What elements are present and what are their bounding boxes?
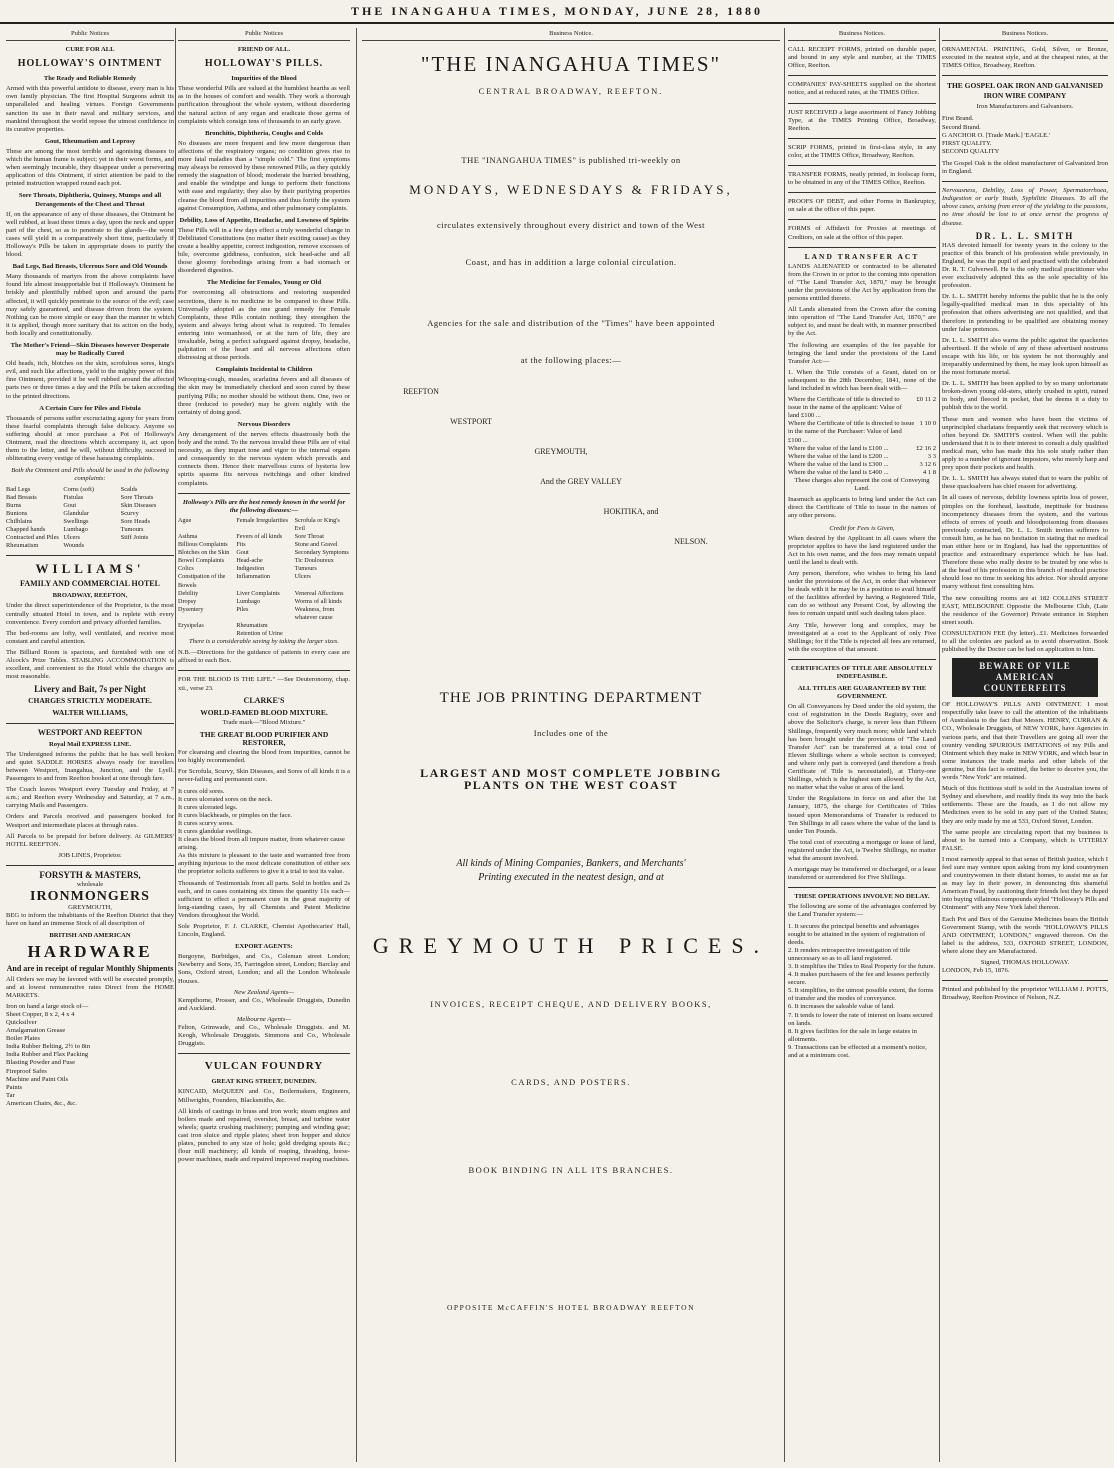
notice-text: at the following places:— bbox=[520, 355, 622, 366]
act-text: When desired by the Applicant in all cases where the proprietor applies to have the land registered under the Act in his own name, and the fees may remain unpaid until the land is dealt with. bbox=[788, 534, 936, 566]
act-text: All Lands alienated from the Crown after the coming into operation of "The Land Transfer Act, 1870," are subject to, and must be dealt with, in manner prescribed by the Act. bbox=[788, 306, 936, 338]
list-item: It cures scurvy sores. bbox=[178, 819, 234, 827]
hardware-heading: HARDWARE bbox=[27, 942, 153, 962]
dept-heading: THE JOB PRINTING DEPARTMENT bbox=[439, 690, 703, 707]
ad-text: These are among the most terrible and agonising diseases to which the human frame is subject; yet in their worst forms, and when seemingly incurable, they disappear under a persevering application of this Ointment, if strict attention be paid to the printed instruction wrapped round each pot. bbox=[6, 147, 174, 188]
agency-place: And the GREY VALLEY bbox=[540, 477, 622, 487]
list-item: Piles bbox=[236, 605, 249, 613]
list-item: Fits bbox=[236, 541, 246, 549]
stock-heading: Iron on hand a large stock of— bbox=[6, 1002, 89, 1010]
ad-subheading: Gout, Rheumatism and Leprosy bbox=[44, 137, 136, 145]
column-header: Public Notices bbox=[178, 30, 350, 41]
list-item: It cures old sores. bbox=[178, 787, 225, 795]
notice-text: JUST RECEIVED a large assortment of Fancy Jobbing Type, at the TIMES Printing Office, Broadway, Reefton. bbox=[788, 108, 936, 132]
ad-text: Thousands of persons suffer excruciating agony for years from these fearful complaints through false delicacy. Anyone so suffering should at once purchase a Pot of Holloway's Ointment, read the directions which accompany it, act upon them to the letter, and he will, without difficulty, succeed in obliterating every vestige of these harassing complaints. bbox=[6, 414, 174, 463]
fee-label: Where the Certificate of title is directed to issue in the name of the Purchaser: Value of land £100 ... bbox=[788, 420, 915, 444]
column-rule bbox=[939, 28, 940, 1462]
act-text: A mortgage may be transferred or discharged, or a lease transferred or surrendered for Five Shillings. bbox=[788, 866, 936, 882]
notice-text: circulates extensively throughout every district and town of the West bbox=[436, 220, 706, 231]
act-text: 1. When the Title consists of a Grant, dated on or subsequent to the 28th December, 1841, none of the land included in which has been dealt with— bbox=[788, 368, 936, 392]
list-item: Bad Legs bbox=[6, 485, 31, 493]
list-item bbox=[295, 630, 350, 638]
notice-text: The new consulting rooms are at 182 COLLINS STREET EAST, MELBOURNE Opposite the Melbourne Club, (Late the residence of the Governor) Private entrance in Stephen street south. bbox=[942, 594, 1108, 626]
ad-subheading: New Zealand Agents— bbox=[233, 988, 295, 996]
ad-title: HOLLOWAY'S OINTMENT bbox=[17, 58, 163, 70]
ad-text: For cleansing and clearing the blood from impurities, cannot be too highly recommended. bbox=[178, 749, 350, 765]
ad-subheading: Bronchitis, Diphtheria, Coughs and Colds bbox=[205, 129, 323, 137]
ad-text: Thousands of Testimonials from all parts. Sold in bottles and 2s each, and in cases containing six times the quantity 11s each—sufficient to effect a permanent cure in the great majority of long-standing cases, by all Chemists and Patent Medicine Vendors throughout the World. bbox=[178, 879, 350, 919]
ad-quote: FOR THE BLOOD IS THE LIFE." —See Deuteronomy, chap. xii., verse 23. bbox=[178, 676, 350, 692]
list-item: India Rubber and Flax Packing bbox=[6, 1051, 89, 1059]
list-item: Stone and Gravel bbox=[294, 541, 338, 549]
list-item: 6. It increases the saleable value of land. bbox=[788, 1003, 895, 1011]
notice-text: PROOFS OF DEBT, and other Forms in Bankruptcy, on sale at the office of this paper. bbox=[788, 198, 936, 214]
column-3 bbox=[362, 30, 780, 1462]
ad-heading: FRIEND OF ALL. bbox=[237, 46, 291, 54]
list-item: G ANCHOR O. [Trade Mark.] 'EAGLE.' bbox=[942, 131, 1050, 139]
list-item: 8. It gives facilities for the sale in large estates in allotments. bbox=[788, 1027, 917, 1043]
list-item: Skin Diseases bbox=[120, 501, 157, 509]
ad-text: Kempthorne, Prosser, and Co., Wholesale Druggists, Dunedin and Auckland. bbox=[178, 996, 350, 1012]
list-item: Quicksilver bbox=[6, 1019, 37, 1026]
list-item: 7. It tends to lower the rate of interest on loans secured on lands. bbox=[788, 1011, 933, 1027]
ad-text: Any derangement of the nerves effects disastrously both the body and the mind. To the nervous invalid these Pills are of vital necessity, as they impart tone and vigor to the internal organs and consequently to the nervous system which prevails and connects them. Hence their marvellous cures of hysteria low spirits spasms fits nervous twitchings and other kindred complaints. bbox=[178, 430, 350, 487]
paper-title: "THE INANGAHUA TIMES" bbox=[420, 52, 722, 77]
ad-text: BEG to inform the inhabitants of the Reefton District that they have on hand an immense Stock of all description of bbox=[6, 912, 174, 928]
ad-text: Sole Proprietor, F. J. CLARKE, Chemist Apothecaries' Hall, Lincoln, England. bbox=[178, 923, 350, 939]
agency-place: NELSON. bbox=[674, 537, 708, 547]
diseases-list bbox=[178, 517, 350, 638]
list-item: Dropsy bbox=[178, 597, 197, 605]
list-item: Tic Douloureux bbox=[294, 557, 334, 565]
banner-line-1: BEWARE OF VILE bbox=[979, 661, 1071, 672]
notice-text: HAS devoted himself for twenty years in the colony to the practice of this branch of his profession while previously, in England, he was the pupil of and practised with the celebrated Dr. R. T. Culverwell. He is the only medical practitioner who ever exclusively adopted this as the sole speciality of his profession. bbox=[942, 241, 1108, 290]
beware-banner bbox=[952, 658, 1098, 697]
list-item: Sheet Copper, 8 x 2, 4 x 4 bbox=[6, 1010, 75, 1018]
paper-address: CENTRAL BROADWAY, REEFTON. bbox=[478, 86, 664, 97]
list-item: It clears the blood from all impure matter, from whatever cause arising. bbox=[178, 836, 345, 852]
column-1 bbox=[6, 30, 174, 1462]
mixture-name: CLARKE'S bbox=[243, 695, 285, 705]
ad-text: No diseases are more frequent and few more dangerous than affections of the respiratory organs; no condition gives rise to more fatal maladies than a "simple cold." The first symptoms may always be removed by these renowned Pills, as they quickly remedy the stagnation of blood; moderate the hurried breathing, and enable the windpipe and lungs to perform their functions with ease and regularity; they also by their purifying properties cleanse the blood from all impurities and thus fortify the system against Consumption, Asthma, and other pulmonary complaints. bbox=[178, 139, 350, 212]
column-5 bbox=[942, 30, 1108, 1462]
ad-subheading: Holloway's Pills are the best remedy known in the world for the following diseases:— bbox=[182, 498, 346, 514]
notice-text: BOOK BINDING IN ALL ITS BRANCHES. bbox=[468, 1165, 674, 1176]
ad-text: Whooping-cough, measles, scarlatina fevers and all diseases of the skin may be immediately checked and soon cured by these purifying Pills; no mother should be without them. One, two or three (reduced to powder) may be given nightly with the certainty of doing good. bbox=[178, 376, 350, 416]
fee-row bbox=[788, 461, 936, 469]
ad-text: These Pills will in a few days effect a truly wonderful change in Debilitated Constitutions (no matter their exciting cause) as they create a healthy appetite, correct indigestion, remove excesses of bile, overcome giddiness, confusion, sick head-ache and all those gloomy forebodings arising from a bad stomach or disordered digestion. bbox=[178, 226, 350, 275]
list-item: Colics bbox=[178, 565, 194, 573]
shipments-line: And are in receipt of regular Monthly Shipments bbox=[6, 964, 174, 974]
act-subheading: THESE OPERATIONS INVOLVE NO DELAY. bbox=[794, 893, 930, 901]
act-text: LANDS ALIENATED or contracted to be alienated from the Crown in or prior to the coming into operation of "The Land Transfer Act, 1870," may be brought under the provisions of the Act by application from the persons entitled thereto. bbox=[788, 262, 936, 303]
act-text: Inasmuch as applicants to bring land under the Act can direct the Certificate of Title to issue in the names of any other persons. bbox=[788, 496, 936, 520]
charges-line: CHARGES STRICTLY MODERATE. bbox=[28, 696, 152, 706]
list-item: Retention of Urine bbox=[236, 630, 283, 638]
stock-list bbox=[6, 1011, 174, 1108]
list-item: Blotches on the Skin bbox=[178, 549, 230, 557]
ad-text: Armed with this powerful antidote to disease, every man is his own family physician. The first Hospital Surgeons admit its unparalleled and healing virtues. Foreign Governments sanction its use in their naval and military services, and mankind throughout the world repose the utmost confidence in its curative properties. bbox=[6, 85, 174, 133]
fee-label: Where the value of the land is £400 ... bbox=[788, 468, 889, 476]
ad-subheading: A Certain Cure for Piles and Fistula bbox=[39, 404, 141, 412]
ad-subheading: Melbourne Agents— bbox=[236, 1015, 292, 1023]
list-item: Paints bbox=[6, 1083, 23, 1091]
list-item: Scalds bbox=[120, 485, 138, 493]
livery-line: Livery and Bait, 7s per Night bbox=[34, 684, 146, 695]
fee-row bbox=[788, 396, 936, 420]
notice-text: OF HOLLOWAY'S PILLS AND OINTMENT. I most respectfully take leave to call the attention of the inhabitants of Australasia to the fact that Messrs. HENRY, CURRAN & CO., Wholesale Druggists, of NEW YORK, have Agencies in various parts, and that their Travellers are going all over the country vending SPURIOUS IMITATIONS of my Pills and Ointment which they make in NEW YORK, and which bear in some instances the trade marks and other labels of the genuine, but this fact is omitted, the better to deceive you, the words "New York" are retained. bbox=[942, 701, 1108, 782]
list-item bbox=[295, 622, 350, 630]
list-item: 1. It secures the principal benefits and advantages sought to be attained in the system of registration of deeds. bbox=[788, 922, 926, 946]
list-item: Chapped hands bbox=[6, 525, 46, 533]
list-item: Sore Throat bbox=[294, 532, 324, 540]
notice-text: Agencies for the sale and distribution of the "Times" have been appointed bbox=[427, 318, 715, 329]
fee-row bbox=[788, 420, 936, 444]
coach-subtitle: Royal Mail EXPRESS LINE. bbox=[48, 740, 132, 748]
list-item: Sore Heads bbox=[120, 517, 150, 525]
fee-label: Where the value of the land is £100 ... bbox=[788, 444, 889, 452]
fee-label: Where the Certificate of title is directed to issue in the name of the applicant: Value of land £100 ... bbox=[788, 396, 902, 420]
ad-subheading: Complaints Incidental to Children bbox=[215, 366, 313, 374]
firm-sub: wholesale bbox=[76, 880, 104, 888]
mixture-title: WORLD-FAMED BLOOD MIXTURE. bbox=[200, 707, 328, 717]
ad-subheading: Nervous Disorders bbox=[237, 420, 291, 428]
notice-text: Dr. L. L. SMITH hereby informs the public that he is the only legally-qualified medical man in this speciality of his profession that others advertising are not qualified, and that therefore in pretending to be qualified are obtaining money under false pretences. bbox=[942, 293, 1108, 333]
notice-text: CARDS, AND POSTERS. bbox=[511, 1076, 631, 1087]
list-item: Constipation of the Bowels bbox=[178, 573, 226, 589]
fee-amount: 4 1 8 bbox=[922, 468, 936, 476]
firm-place: GREYMOUTH, bbox=[68, 904, 112, 912]
ad-text: The Coach leaves Westport every Tuesday and Friday, at 7 a.m.; and Reefton every Wednesday and Saturday, at 7 a.m., carrying Mails and Passengers. bbox=[6, 786, 174, 810]
notice-text: Each Pot and Box of the Genuine Medicines bears the British Government Stamp, with the words "HOLLOWAY'S PILLS AND OINTMENT, LONDON," engraved thereon. On the label is the address, 533, OXFORD STREET, LONDON, where alone they are Manufactured. bbox=[942, 915, 1108, 955]
notice-text: Includes one of the bbox=[533, 728, 609, 739]
ad-subheading: BRITISH AND AMERICAN bbox=[49, 932, 131, 940]
notice-text: The same people are circulating report that my business is about to be turned into a Company, which is UTTERLY FALSE. bbox=[942, 828, 1108, 852]
masthead: THE INANGAHUA TIMES, MONDAY, JUNE 28, 1880 bbox=[0, 0, 1114, 24]
fee-amount: £0 11 2 bbox=[916, 396, 936, 404]
list-item: American Chairs, &c., &c. bbox=[6, 1099, 77, 1107]
brand-list bbox=[942, 115, 1108, 155]
list-item: It cures ulcerated sores on the neck. bbox=[178, 795, 273, 803]
ad-note: N.B.—Directions for the guidance of patients in every case are affixed to each Box. bbox=[178, 649, 350, 665]
list-item: Secondary Symptoms bbox=[294, 549, 349, 557]
ad-subheading: THE GREAT BLOOD PURIFIER AND RESTORER, bbox=[199, 729, 329, 748]
ad-text: For Scrofula, Scurvy, Skin Diseases, and Sores of all kinds it is a never-failing and permanent cure. bbox=[178, 768, 350, 784]
list-item: Bowel Complaints bbox=[178, 557, 225, 565]
ad-subheading: The Mother's Friend—Skin Diseases however Desperate may be Radically Cured bbox=[10, 342, 170, 358]
notice-italic: All kinds of Mining Companies, Bankers, and Merchants' bbox=[456, 857, 686, 869]
list-item: Ulcers bbox=[63, 534, 81, 542]
list-item: It cures ulcerated legs. bbox=[178, 803, 238, 811]
list-item: Head-ache bbox=[236, 557, 263, 565]
act-subheading: ALL TITLES ARE GUARANTEED BY THE GOVERNMENT. bbox=[797, 685, 927, 701]
act-text: On all Conveyances by Deed under the old system, the cost of registration in the Deeds Registry, over and above the Solicitor's charge, is never less than Fifteen Shillings, frequently very much more; while land which has been brought under the provisions of "The Land Transfer Act" can be transferred at a total cost of Eleven Shillings where a whole section is conveyed; and where only part is conveyed (and therefore a fresh Certificate of Title is necessitated), at Thirty-one Shillings, which is the highest sum allowed by the Act, no matter what the value or area of the land. bbox=[788, 703, 936, 792]
notice-text: SCRIP FORMS, printed in first-class style, in any color, at the TIMES Office, Broadway, Reefton. bbox=[788, 143, 936, 159]
list-item: Venereal Affections bbox=[294, 589, 344, 597]
ad-text: The Billiard Room is spacious, and furnished with one of Alcock's Prize Tables. STABLING ACCOMMODATION is excellent, and convenient to the Hotel while the charges are most reasonable. bbox=[6, 648, 174, 681]
coach-title: WESTPORT AND REEFTON bbox=[37, 727, 143, 737]
ad-text: The bed-rooms are lofty, well ventilated, and receive most constant and careful attention. bbox=[6, 629, 174, 645]
fee-amount: £2 16 2 bbox=[916, 444, 936, 452]
list-item: Billious Complaints bbox=[178, 541, 228, 549]
column-header: Business Notice. bbox=[362, 30, 780, 41]
ad-text: Burgoyne, Burbidges, and Co., Coleman street London; Newberry and Sons, 35, Farringdon street, London; Barclay and Sons, Oxford street, London; and all the London Wholesale Houses. bbox=[178, 953, 350, 985]
list-item: Lumbago bbox=[63, 525, 88, 533]
ad-subheading: Sore Throats, Diphtheria, Quinsey, Mumps and all Derangements of the Chest and Throat bbox=[18, 192, 162, 208]
column-2 bbox=[178, 30, 350, 1462]
ironmongers-heading: IRONMONGERS bbox=[30, 889, 150, 905]
ad-text: All Parcels to be prepaid for before delivery. At GILMERS' HOTEL REEFTON. bbox=[6, 832, 174, 848]
act-text: Under the Regulations in force on and after the 1st January, 1875, the charge for Certificates of Titles issued upon Memorandums of Transfer is reduced to Ten Shillings in all cases where the value of the land is under Ten Pounds. bbox=[788, 795, 936, 835]
list-item: Tumours bbox=[294, 565, 317, 573]
list-item: Debility bbox=[178, 589, 199, 597]
notice-text: FORMS of Affidavit for Proxies at meetings of Creditors, on sale at the office of this paper. bbox=[788, 225, 936, 241]
list-item: Boiler Plates bbox=[6, 1035, 40, 1043]
list-item: Swellings bbox=[63, 517, 89, 525]
ad-text: Many thousands of martyrs from the above complaints have found life almost insupportable but if Holloway's Ointment be briskly and plentifully rubbed upon and around the parts affected, it will quickly penetrate to the source of the evil; case may safely guaranteed, and disease driven from the system. Nothing can be more simple or easy than the manner in which it is applied, though more sanitary that its action on the body, both locally and constitutionally. bbox=[6, 273, 174, 337]
list-item: Rheumatism bbox=[236, 622, 268, 629]
fee-amount: 3 3 bbox=[927, 452, 936, 460]
fee-amount: 1 10 0 bbox=[919, 420, 936, 428]
ad-subheading: The Ready and Reliable Remedy bbox=[43, 75, 137, 83]
column-header: Public Notices bbox=[6, 30, 174, 41]
firm-name: FORSYTH & MASTERS, bbox=[39, 869, 141, 880]
foundry-title: VULCAN FOUNDRY bbox=[204, 1060, 324, 1073]
notice-text: ORNAMENTAL PRINTING, Gold, Silver, or Bronze, executed in the neatest style, and at the cheapest rates, at the TIMES Office, Broadway, Reefton. bbox=[942, 46, 1108, 70]
list-item: Scrofula or King's Evil bbox=[294, 516, 340, 532]
agency-place: GREYMOUTH, bbox=[534, 447, 588, 457]
doctor-name: DR. L. L. SMITH bbox=[975, 230, 1075, 241]
list-item: Tumours bbox=[120, 525, 144, 533]
hotel-address: BROADWAY, REEFTON, bbox=[52, 592, 128, 600]
act-subheading: CERTIFICATES OF TITLE ARE ABSOLUTELY INDEFEASIBLE. bbox=[791, 664, 933, 680]
list-item: Stiff Joints bbox=[120, 534, 149, 542]
list-item: Dysentery bbox=[178, 605, 204, 613]
act-text: The following are examples of the fee payable for bringing the land under the provisions of the Land Transfer Act:— bbox=[788, 341, 936, 365]
ad-text: Felton, Grimwade, and Co., Wholesale Druggists. and M. Keogh, Wholesale Druggists. Simmons and Co., Wholesale Druggists. bbox=[178, 1024, 350, 1048]
ad-date: LONDON, Feb 15, 1876. bbox=[942, 967, 1010, 975]
ad-text: These wonderful Pills are valued at the humblest hearths as well as in the houses of comfort and wealth. They work a thorough purification throughout the whole system, without disordering the natural action of any organ and eradicate those germs of complaints which consign tens of thousands to an early grave. bbox=[178, 85, 350, 125]
ad-text: Old heads, itch, blotches on the skin, scrofulous sores, king's evil, and such like affections, yield to the mighty power of this fine Ointment, provided it be well rubbed around the affected parts two or three times a day and the Pills be taken according to the printed directions. bbox=[6, 360, 174, 400]
foundry-address: GREAT KING STREET, DUNEDIN. bbox=[211, 1078, 317, 1086]
fee-row bbox=[788, 453, 936, 461]
ad-subheading: Impurities of the Blood bbox=[231, 75, 297, 83]
notice-italic: Printing executed in the neatest design, and at bbox=[478, 871, 664, 883]
list-item: Bunions bbox=[6, 509, 28, 517]
notice-text: Much of this fictitious stuff is sold in the Australian towns of Sydney and elsewhere, and readily finds its way into the back settlements. These are the frauds, as I do not allow my Medicines even to be sold in any part of the United States; they are only made by me at 533, Oxford Street, London. bbox=[942, 785, 1108, 825]
ad-heading: CURE FOR ALL bbox=[65, 46, 115, 54]
agency-places bbox=[362, 388, 780, 554]
notice-text: CONSULTATION FEE (by letter)...£1. Medicines forwarded to all the colonies are packed as to avoid observation. Book published by the Doctor can be had on application to him. bbox=[942, 629, 1108, 654]
act-title: LAND TRANSFER ACT bbox=[804, 251, 920, 261]
fee-row bbox=[788, 445, 936, 453]
act-text: These charges also represent the cost of Conveying Land. bbox=[794, 477, 930, 493]
ad-subheading: The Medicine for Females, Young or Old bbox=[206, 279, 322, 287]
list-item: Blasting Powder and Fuse bbox=[6, 1059, 76, 1067]
column-rule bbox=[175, 28, 176, 1462]
ad-signature: Signed, THOMAS HOLLOWAY. bbox=[980, 959, 1070, 966]
column-rule bbox=[356, 28, 357, 1462]
list-item: Erysipelas bbox=[178, 622, 204, 629]
jobbing-line-1: LARGEST AND MOST COMPLETE JOBBING bbox=[420, 766, 722, 781]
list-item: Asthma bbox=[178, 532, 198, 540]
column-header: Business Notices. bbox=[942, 30, 1108, 41]
gospel-title: THE GOSPEL OAK IRON AND GALVANISED IRON WIRE COMPANY bbox=[946, 81, 1104, 101]
list-item: Female Irregularities bbox=[236, 516, 289, 524]
list-item: Fistulas bbox=[63, 493, 84, 501]
list-item: Bad Breasts bbox=[6, 493, 37, 501]
list-item: Lumbago bbox=[236, 597, 261, 605]
act-text: The following are some of the advantages conferred by the Land Transfer system:— bbox=[788, 903, 936, 919]
ad-subheading: Both the Ointment and Pills should be used in the following complaints: bbox=[11, 467, 169, 483]
ad-note: There is a considerable saving by taking the larger sizes. bbox=[188, 638, 340, 646]
jobbing-line-2: PLANTS ON THE WEST COAST bbox=[463, 778, 679, 793]
list-item: Liver Complaints bbox=[236, 589, 280, 597]
ad-text: Under the direct superintendence of the Proprietor, is the most centrally situated Hotel in town, and is replete with every convenience. Every comfort and privacy afforded families. bbox=[6, 602, 174, 626]
ad-title: HOLLOWAY'S PILLS. bbox=[204, 58, 324, 70]
gospel-sub: Iron Manufacturers and Galvanisers. bbox=[976, 103, 1074, 111]
complaints-list bbox=[6, 486, 174, 551]
list-item: Worms of all kinds bbox=[294, 597, 342, 605]
notice-text: Dr. L. L. SMITH also warns the public against the quackeries advertised. If the whole of any of these advertised nostrums escape with his life, or his system be not thoroughly and irreparably undermined by them, he may look upon himself as the most fortunate mortal. bbox=[942, 336, 1108, 377]
act-text: Any Title, however long and complex, may be investigated at a cost to the Applicant of only Five Shillings; for if the Title is rejected all fees are returned, with the exception of that amount. bbox=[788, 621, 936, 653]
agency-place: REEFTON bbox=[403, 387, 439, 397]
mixture-trademark: Trade mark—"Blood Mixture." bbox=[222, 718, 306, 726]
notice-text: TRANSFER FORMS, neatly printed, in foolscap form, to be obtained in any of the TIMES Office, Reefton. bbox=[788, 171, 936, 187]
column-rule bbox=[784, 28, 785, 1462]
notice-text: Coast, and has in addition a large colonial circulation. bbox=[465, 257, 677, 268]
list-item: Gout bbox=[63, 501, 77, 509]
list-item: It cures blackheads, or pimples on the face. bbox=[178, 811, 293, 819]
ad-text: If, on the appearance of any of these diseases, the Ointment be well rubbed, at least three times a day, upon the neck and upper part of the chest, so as to penetrate to the glands—the worst cases will yield in a comparatively short time, particularly if Holloway's Pills be taken in appropriate doses to purify the blood. bbox=[6, 210, 174, 259]
list-item: FIRST QUALITY. bbox=[942, 139, 992, 147]
ad-text: Orders and Parcels received and passengers booked for Westport and intermediate places at through rates. bbox=[6, 813, 174, 829]
ad-text: For overcoming all obstructions and restoring suspended secretions, there is no medicine to be compared to these Pills. Universally adopted as the one grand remedy for Female Complaints, these Pills contain nothing; they strengthen the system and always bring about what is required. To females entering into womanhood, or at the turn of life, they are invaluable, being a perfect safeguard against dropsy, headache, palpitation of the heart and all nervous affections often distressing at those periods. bbox=[178, 289, 350, 362]
hotel-name: WILLIAMS' bbox=[35, 561, 145, 577]
fee-row bbox=[788, 469, 936, 477]
notice-text: COMPANIES' PAY-SHEETS supplied on the shortest notice, and at reduced rates, at the TIMES Office. bbox=[788, 81, 936, 97]
banner-line-2: AMERICAN COUNTERFEITS bbox=[983, 672, 1067, 694]
notice-text: In all cases of nervous, debility lowness spirits loss of power, pimples on the forehead, lassitude, ineptitude for business incompetency diseases from the system, and the various effects of errors of youth and bloodpoisoning from diseases previously contracted, Dr. L. L. Smith invites sufferers to consult him, as he has no hesitation in stating that no medical man either here or in England, has had the opportunities of practice and extraordinary experience which he has had. Therefore those who really desire to be treated by one who is at the head of his profession in this branch of medical practice should lose no time in seeking his advice. Nor should anyone marry without first consulting him. bbox=[942, 494, 1108, 591]
list-item: Scurvy bbox=[120, 509, 139, 517]
act-text: The total cost of executing a mortgage or lease of land, registered under the Act, is Twelve Shillings, no matter what the amount involved. bbox=[788, 838, 936, 862]
ad-text: All Orders we may be favored with will be executed promptly, and at lowest remunerative rates Direct from the HOME MARKETS. bbox=[6, 975, 174, 999]
column-4 bbox=[788, 30, 936, 1462]
fee-label: Where the value of the land is £300 ... bbox=[788, 460, 889, 468]
list-item: Machine and Paint Oils bbox=[6, 1075, 69, 1083]
owner-name: WALTER WILLIAMS, bbox=[52, 708, 128, 718]
list-item: 9. Transactions can be effected at a moment's notice, and at a minimum cost. bbox=[788, 1043, 927, 1060]
list-item: 3. It simplifies the Titles to Real Property for the future. bbox=[788, 963, 936, 970]
list-item: Rheumatism bbox=[6, 542, 39, 550]
list-item: Fevers of all kinds bbox=[236, 532, 283, 540]
list-item: Gout bbox=[236, 549, 249, 557]
ad-signature: JOB LINES, Proprietor. bbox=[58, 851, 122, 859]
agency-place: HOKITIKA, and bbox=[603, 507, 659, 517]
ad-subheading: Debility, Loss of Appetite, Headache, and Lowness of Spirits bbox=[179, 216, 349, 224]
list-item: Tar bbox=[6, 1091, 15, 1099]
notice-text: Dr. L. L. SMITH has been applied to by so many unfortunate broken-down young old-sters, utterly crushed in spirit, ruined in body, and fleeced in pocket, that he deems it a duty to publish this to the world. bbox=[942, 380, 1108, 412]
ad-text: KINCAID, McQUEEN and Co., Boilermakers, Engineers, Millwrights, Founders, Blacksmiths, &c. bbox=[178, 1088, 350, 1104]
list-item: 4. It makes purchasers of the fee and lessees perfectly secure. bbox=[788, 971, 930, 987]
notice-text: Dr. L. L. SMITH has always stated that to warn the public of these quacksalvers has chief reason for advertising. bbox=[942, 475, 1108, 491]
cures-list bbox=[178, 788, 350, 853]
act-text: Any person, therefore, who wishes to bring his land under the provisions of the Act, in order that whenever he deals with it he may be in a position to avail himself of the facilities afforded by having a Registered Title, can do so without any Present Cost, by allowing the fees to remain unpaid until such dealing takes place. bbox=[788, 569, 936, 618]
list-item: Amalgamation Grease bbox=[6, 1027, 66, 1035]
ad-text: As this mixture is pleasant to the taste and warranted free from anything injurious to the most delicate constitution of either sex the proprietor solicits sufferers to give it a trial to test its value. bbox=[178, 852, 350, 876]
fee-label: Where the value of the land is £200 ... bbox=[788, 452, 889, 460]
ad-subheading: Bad Legs, Bad Breasts, Ulcerous Sore and Old Wounds bbox=[12, 263, 168, 271]
list-item: Ulcers bbox=[294, 573, 311, 581]
ad-text: The Undersigned informs the public that he has well broken and quiet SADDLE HORSES always ready for travellers between Westport, Inangahua, Junction, and the Lyell. Passengers to and from Reefton booked at one through fare. bbox=[6, 750, 174, 783]
ad-subheading: EXPORT AGENTS: bbox=[235, 943, 293, 951]
list-item: Indigestion bbox=[236, 565, 265, 573]
prices-heading: GREYMOUTH PRICES. bbox=[372, 932, 770, 958]
act-subheading: Credit for Fees is Given, bbox=[829, 524, 895, 532]
list-item: Contracted and Piles bbox=[6, 534, 59, 542]
list-item: Fireproof Safes bbox=[6, 1067, 47, 1075]
fee-table bbox=[788, 396, 936, 477]
list-item: Corns (soft) bbox=[63, 485, 95, 493]
list-item: Inflammation bbox=[236, 573, 271, 581]
list-item: Second Brand. bbox=[942, 123, 981, 131]
ad-text: All kinds of castings in brass and iron work; steam engines and boilers made and repaired, overshot, breast, and turbine water wheels; quartz crushing machinery; pumping and winding gear; cast iron sluice and ripple plates; sheet iron hopper and sluice plates, punched to any size of hole; gold dredging spouts &c.; flour mill machinery; all kinds of reaping, thrashing, horse-power machines, made and repaired improved reaping machines. bbox=[178, 1107, 350, 1164]
notice-text: The Gospel Oak is the oldest manufacturer of Galvanized Iron in England. bbox=[942, 159, 1108, 176]
imprint: Printed and published by the proprietor WILLIAM J. POTTS, Broadway, Reefton Province of Nelson, N.Z. bbox=[942, 986, 1108, 1002]
list-item: Wounds bbox=[63, 542, 85, 550]
list-item: Ague bbox=[178, 516, 192, 524]
list-item: Sore Throats bbox=[120, 493, 154, 501]
list-item: Burns bbox=[6, 501, 22, 509]
list-item: It cures glandular swellings. bbox=[178, 827, 253, 835]
notice-text: INVOICES, RECEIPT CHEQUE, AND DELIVERY BOOKS, bbox=[430, 998, 712, 1009]
list-item: Weakness, from whatever cause bbox=[294, 605, 335, 621]
list-item: Chilblains bbox=[6, 517, 33, 525]
list-item: India Rubber Belting, 2½ to 8in bbox=[6, 1043, 91, 1051]
list-item: First Brand. bbox=[942, 115, 974, 123]
notice-text: These men and women who have been the victims of unprincipled charlatans frequently seek that recovery which is often beyond Dr. SMITH'S control. When will the public understand that it is to their interest to consult a duly qualified medical man, who has made this his sole study rather than apply to a number of ignorant impostors, who merely harp and prey upon their pockets and health. bbox=[942, 415, 1108, 472]
notice-text: Nervousness, Debility, Loss of Power, Spermatorrhoea, Indigestion or early Youth, Syphilitic Diseases. To all the above cases, arising from error of the yielding to the passions, no time should be lost to at once arrest the progress of disease. bbox=[942, 187, 1108, 227]
hotel-title: FAMILY AND COMMERCIAL HOTEL bbox=[20, 579, 160, 589]
column-header: Business Notices. bbox=[788, 30, 936, 41]
notice-text: CALL RECEIPT FORMS, printed on durable paper, and bound in any style and number, at the TIMES Office, Reefton. bbox=[788, 46, 936, 70]
office-address: OPPOSITE McCAFFIN'S HOTEL BROADWAY REEFTON bbox=[447, 1303, 695, 1313]
advantages-list bbox=[788, 923, 936, 1061]
notice-text: I most earnestly appeal to that sense of British justice, which I feel sure may venture upon asking from my kind countrymen and countrywomen in their distant homes, to assist me as far as may lay in their power, in denouncing this shameful American Fraud, by cautioning their friends lest they be duped into buying villainous compounds styled "Holloway's Pills and Ointment" with any New York label thereon. bbox=[942, 855, 1108, 912]
list-item: 5. It simplifies, to the utmost possible extent, the forms of transfer and the modes of conveyance. bbox=[788, 987, 934, 1003]
list-item bbox=[178, 630, 233, 638]
list-item: Glandular bbox=[63, 509, 89, 517]
fee-amount: 3 12 6 bbox=[919, 460, 936, 468]
notice-text: THE "INANGAHUA TIMES" is published tri-weekly on bbox=[461, 155, 681, 166]
agency-place: WESTPORT bbox=[450, 417, 492, 427]
list-item: 2. It renders retrospective investigation of title unnecessary so as to all land registered. bbox=[788, 946, 911, 962]
list-item: SECOND QUALITY bbox=[942, 147, 1000, 155]
publication-days: MONDAYS, WEDNESDAYS & FRIDAYS, bbox=[409, 182, 733, 198]
